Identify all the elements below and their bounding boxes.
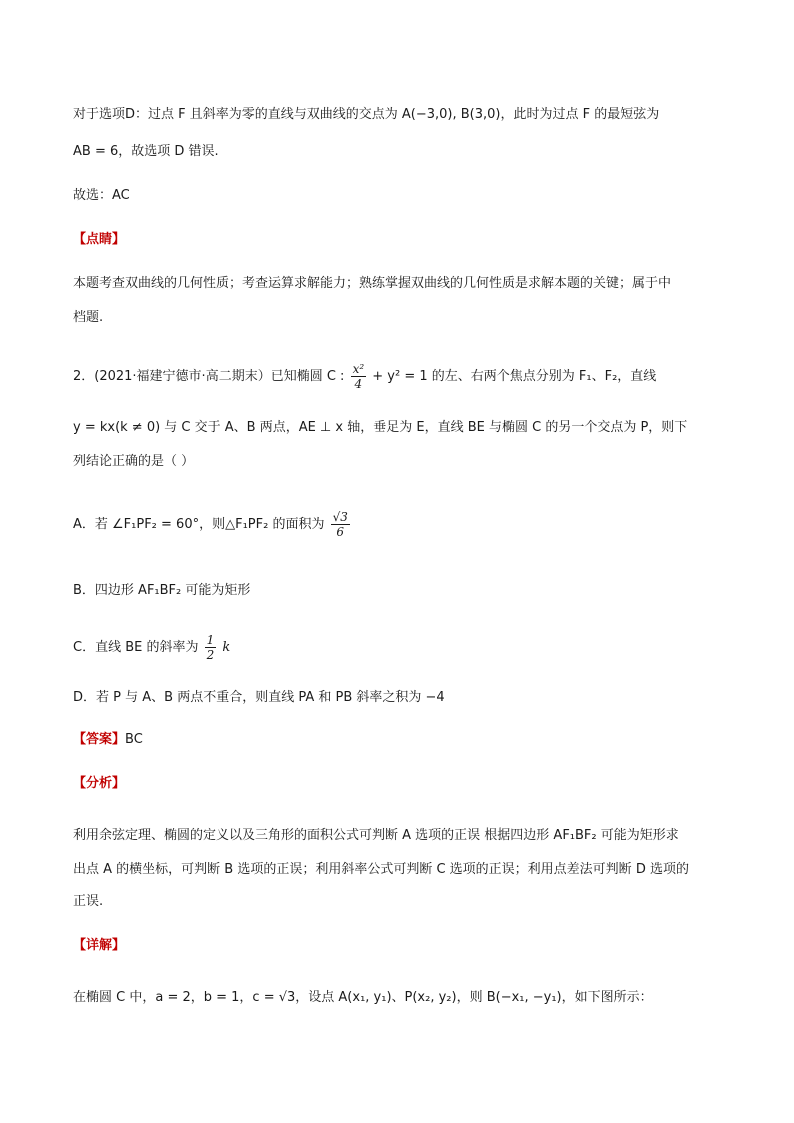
option-a: [73, 510, 352, 539]
option-b: B．四边形 AF₁BF₂ 可能为矩形: [73, 583, 251, 598]
detail-line-1: 在椭圆 C 中，a = 2，b = 1，c = √3，设点 A(x₁, y₁)、P(x₂, y₂)，则 B(−x₁, −y₁)，如下图所示：: [73, 990, 653, 1005]
option-c: [73, 633, 230, 662]
analysis-line-1: 利用余弦定理、椭圆的定义以及三角形的面积公式可判断 A 选项的正误 根据四边形 AF₁BF₂ 可能为矩形求: [73, 828, 679, 843]
option-a-denominator: 6: [336, 525, 345, 539]
question-2-stem-prefix: 2．(2021·福建宁德市·高二期末）已知椭圆 C :: [73, 369, 345, 384]
option-c-denominator: 2: [206, 648, 215, 662]
option-d: D．若 P 与 A、B 两点不重合，则直线 PA 和 PB 斜率之积为 −4: [73, 690, 445, 705]
detail-heading: 【详解】: [73, 938, 126, 953]
ellipse-fraction: [351, 362, 367, 391]
option-c-text: C．直线 BE 的斜率为: [73, 640, 199, 655]
analysis-heading: 【分析】: [73, 776, 126, 791]
option-a-numerator: √3: [332, 510, 348, 524]
answer-heading: 【答案】: [73, 732, 126, 747]
question-2-stem-line-2: y = kx(k ≠ 0) 与 C 交于 A、B 两点，AE ⊥ x 轴，垂足为 E，直线 BE 与椭圆 C 的另一个交点为 P，则下: [73, 420, 688, 435]
question-2-stem-line-3: 列结论正确的是（ ）: [73, 454, 195, 469]
ellipse-fraction-numerator: x²: [352, 362, 365, 376]
prev-solution-choice: 故选：AC: [73, 188, 130, 203]
prev-solution-line-2: AB = 6，故选项 D 错误.: [73, 144, 219, 159]
option-c-suffix: k: [222, 640, 231, 655]
option-c-numerator: 1: [206, 633, 215, 647]
option-a-text: A．若 ∠F₁PF₂ = 60°，则△F₁PF₂ 的面积为: [73, 517, 325, 532]
answer-line: [73, 730, 143, 750]
question-2-stem-suffix: + y² = 1 的左、右两个焦点分别为 F₁、F₂，直线: [372, 369, 657, 384]
prev-solution-line-1: 对于选项D：过点 F 且斜率为零的直线与双曲线的交点为 A(−3,0), B(3,0)，此时为过点 F 的最短弦为: [73, 107, 660, 122]
comment-line-2: 档题.: [73, 310, 104, 325]
answer-value: BC: [125, 732, 143, 747]
comment-line-1: 本题考查双曲线的几何性质；考查运算求解能力；熟练掌握双曲线的几何性质是求解本题的关键；属于中: [73, 276, 672, 291]
ellipse-fraction-denominator: 4: [354, 377, 363, 391]
question-2-stem-line-1: [73, 362, 656, 391]
option-c-fraction: [205, 633, 217, 662]
analysis-line-2: 出点 A 的横坐标，可判断 B 选项的正误；利用斜率公式可判断 C 选项的正误；利用点差法可判断 D 选项的: [73, 862, 689, 877]
comment-heading: 【点睛】: [73, 232, 126, 247]
analysis-line-3: 正误.: [73, 894, 104, 909]
option-a-fraction: [331, 510, 350, 539]
